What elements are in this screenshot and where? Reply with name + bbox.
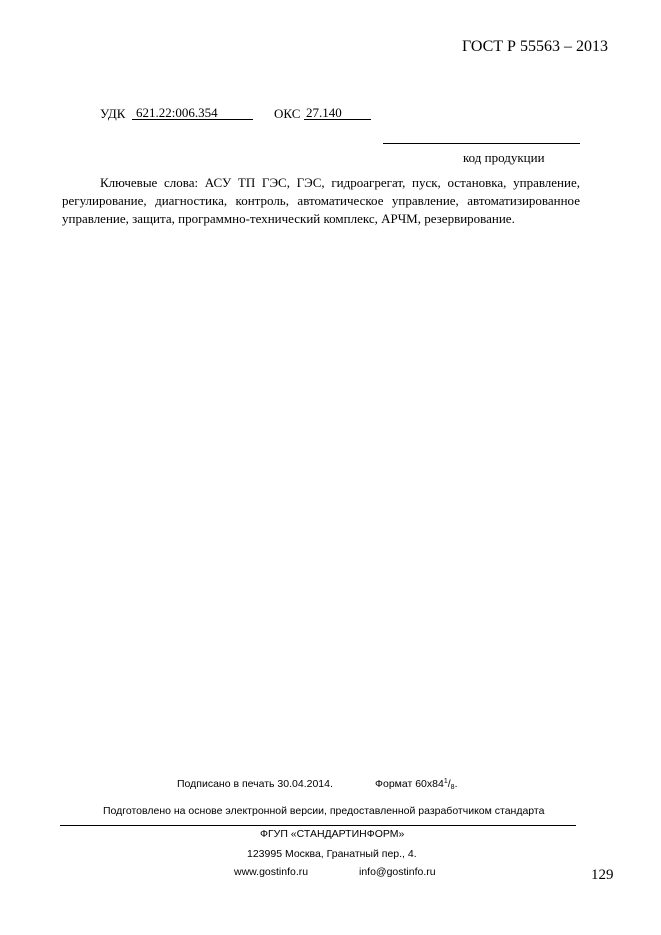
keywords-paragraph: Ключевые слова: АСУ ТП ГЭС, ГЭС, гидроагрегат, пуск, остановка, управление, регулирование, диагностика, контроль, автоматическое управление, автоматизированное управление, защита, программно-технический комплекс, АРЧМ, резервирование. bbox=[62, 175, 580, 226]
publisher-email-link[interactable]: info@gostinfo.ru bbox=[359, 866, 436, 878]
format-suffix: . bbox=[454, 778, 458, 790]
oks-label: ОКС bbox=[274, 106, 301, 121]
format-separator: / bbox=[447, 778, 451, 790]
oks-value-field bbox=[304, 106, 371, 120]
publisher-address: 123995 Москва, Гранатный пер., 4. bbox=[247, 848, 417, 860]
udk-value-field bbox=[132, 106, 253, 120]
publisher-website-link[interactable]: www.gostinfo.ru bbox=[234, 866, 309, 878]
page-number: 129 bbox=[591, 867, 614, 883]
format-prefix: Формат 60x84 bbox=[375, 778, 444, 790]
product-code-label: код продукции bbox=[463, 150, 545, 165]
product-code-line bbox=[383, 143, 580, 144]
format-denominator: 8 bbox=[450, 784, 455, 791]
oks-value: 27.140 bbox=[306, 105, 342, 120]
standard-designation: ГОСТ Р 55563 – 2013 bbox=[462, 38, 608, 55]
prepared-note: Подготовлено на основе электронной версии, предоставленной разработчиком стандарта bbox=[103, 805, 545, 817]
imprint-divider bbox=[60, 825, 576, 826]
format-numerator: 1 bbox=[443, 778, 448, 785]
udk-label: УДК bbox=[100, 106, 126, 121]
signed-for-print: Подписано в печать 30.04.2014. bbox=[177, 778, 333, 790]
udk-value: 621.22:006.354 bbox=[136, 105, 218, 120]
publisher-name: ФГУП «СТАНДАРТИНФОРМ» bbox=[260, 828, 405, 840]
paper-format bbox=[375, 778, 457, 791]
